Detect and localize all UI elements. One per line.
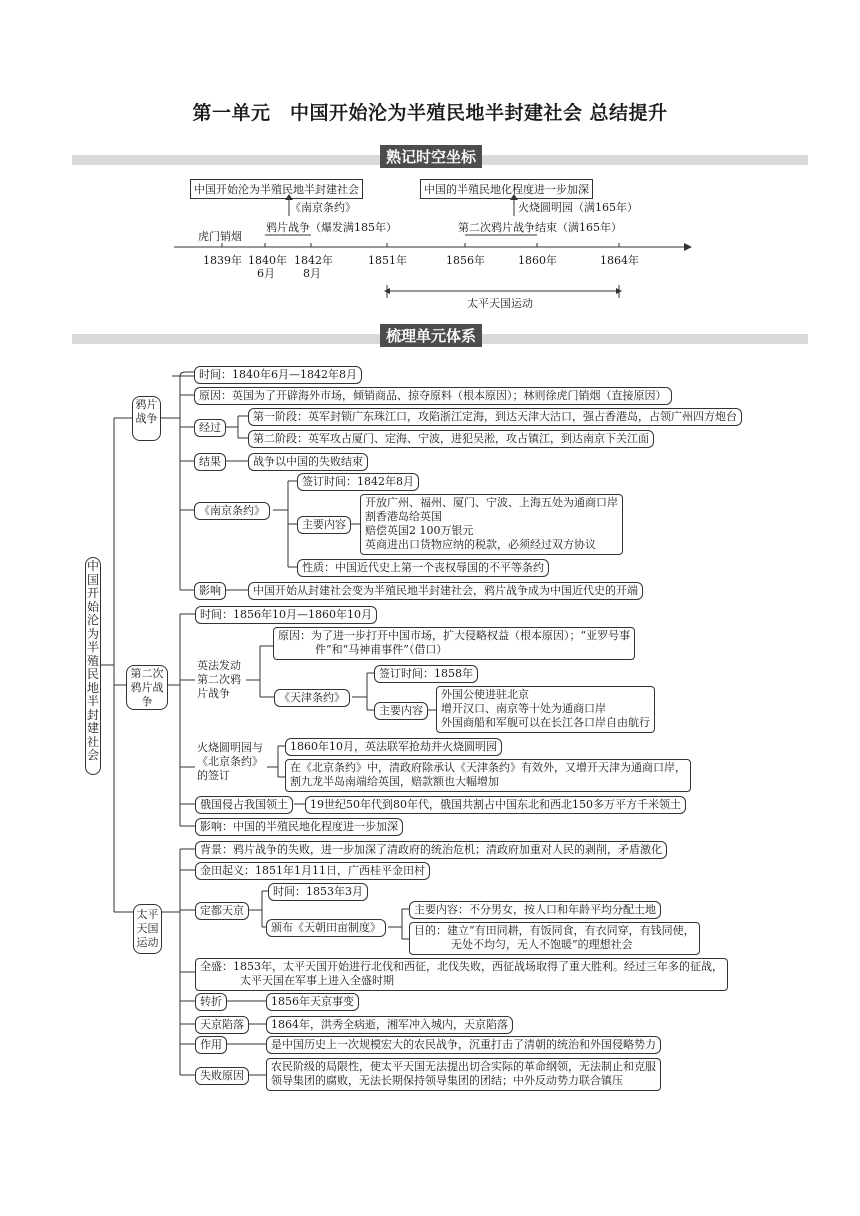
tick-1840: 1840年 <box>248 254 287 267</box>
tick-1842-month: 8月 <box>303 267 321 280</box>
taiping-failure: 失败原因 <box>195 1067 249 1085</box>
nanjing-main-content: 主要内容 <box>297 516 351 534</box>
tianjin-contents <box>436 686 655 733</box>
tianjin-main-content: 主要内容 <box>374 702 428 720</box>
taiping-role: 作用 <box>195 1036 227 1054</box>
nanjing-nature: 性质：中国近代史上第一个丧权辱国的不平等条约 <box>297 559 549 577</box>
tick-1856: 1856年 <box>446 254 485 267</box>
taiping-capital-time: 时间：1853年3月 <box>268 883 368 901</box>
nanjing-content-2: 割香港岛给英国 <box>365 510 442 523</box>
nanjing-content-1: 开放广州、福州、厦门、宁波、上海五处为通商口岸 <box>365 496 618 509</box>
taiping-capital: 定都天京 <box>195 902 249 920</box>
taiping-turn: 转折 <box>195 993 227 1011</box>
taiping-failure-text <box>266 1058 661 1091</box>
section-label-system: 梳理单元体系 <box>380 324 482 347</box>
taiping-peak-line-1: 全盛：1853年，太平天国开始进行北伐和西征，北伐失败，西征战场取得了重大胜利。经过三年多的征战， <box>200 960 723 973</box>
taiping-system-goal-line-1: 目的：建立“有田同耕，有饭同食，有衣同穿，有钱同使， <box>414 924 695 937</box>
opium-result-text: 战争以中国的失败结束 <box>248 453 368 471</box>
taiping-system-goal-line-2: 无处不均匀，无人不饱暖”的理想社会 <box>451 938 633 951</box>
opium-stage-2: 第二阶段：英军攻占厦门、定海、宁波，进犯吴淞，攻占镇江，到达南京下关江面 <box>248 430 654 448</box>
second-cause-line-2: 件”和“马神甫事件”（借口） <box>315 643 448 656</box>
second-burn-1: 1860年10月，英法联军抢劫并火烧圆明园 <box>285 738 502 756</box>
second-burn-2-line-2: 割九龙半岛南端给英国，赔款额也大幅增加 <box>290 775 499 788</box>
tick-1842: 1842年 <box>294 254 333 267</box>
root-node: 中国开始沦为半殖民地半封建社会 <box>85 557 101 775</box>
node-opium-war: 鸦片战争 <box>132 396 161 441</box>
section-label-timeline: 熟记时空坐标 <box>380 145 482 168</box>
second-burn: 火烧圆明园与《北京条约》的签订 <box>197 741 263 782</box>
second-cause <box>273 627 635 660</box>
taiping-role-text: 是中国历史上一次规模宏大的农民战争，沉重打击了清朝的统治和外国侵略势力 <box>266 1036 661 1054</box>
taiping-peak-line-2: 太平天国在军事上进入全盛时期 <box>240 974 394 987</box>
opium-treaty: 《南京条约》 <box>194 502 270 520</box>
second-launch: 英法发动第二次鸦片战争 <box>197 659 241 700</box>
opium-cause: 原因：英国为了开辟海外市场，倾销商品、掠夺原料（根本原因）；林则徐虎门销烟（直接原因） <box>194 387 672 405</box>
second-burn-2-line-1: 在《北京条约》中，清政府除承认《天津条约》有效外，又增开天津为通商口岸， <box>290 761 686 774</box>
taiping-system-goal <box>409 922 700 955</box>
second-time: 时间：1856年10月—1860年10月 <box>195 606 377 624</box>
timeline-label-nanjing: 《南京条约》 <box>290 201 356 214</box>
taiping-failure-line-2: 领导集团的腐败，无法长期保持领导集团的团结；中外反动势力联合镇压 <box>271 1074 623 1087</box>
nanjing-content-3: 赔偿英国2 100万银元 <box>365 524 474 537</box>
second-russia-text: 19世纪50年代到80年代，俄国共割占中国东北和西北150多万平方千米领土 <box>305 796 686 814</box>
tick-1864: 1864年 <box>600 254 639 267</box>
timeline-label-taiping: 太平天国运动 <box>467 297 533 310</box>
tianjin-content-1: 外国公使进驻北京 <box>441 688 529 701</box>
node-taiping: 太平天国运动 <box>133 904 162 954</box>
tianjin-content-2: 增开汉口、南京等十处为通商口岸 <box>441 702 606 715</box>
tianjin-content-3: 外国商船和军舰可以在长江各口岸自由航行 <box>441 716 650 729</box>
taiping-background: 背景：鸦片战争的失败，进一步加深了清政府的统治危机；清政府加重对人民的剥削，矛盾激化 <box>195 841 667 859</box>
second-impact: 影响：中国的半殖民地化程度进一步加深 <box>195 818 403 836</box>
taiping-failure-line-1: 农民阶级的局限性，使太平天国无法提出切合实际的革命纲领，无法制止和克服 <box>271 1060 656 1073</box>
timeline-label-yuanmingyuan: 火烧圆明园（满165年） <box>518 201 638 214</box>
taiping-fall: 天京陷落 <box>195 1016 249 1034</box>
page-title: 第一单元 中国开始沦为半殖民地半封建社会 总结提升 <box>192 102 668 124</box>
opium-process: 经过 <box>194 419 226 437</box>
second-burn-2 <box>285 759 691 792</box>
taiping-peak <box>195 958 728 991</box>
timeline-box-deepen: 中国的半殖民地化程度进一步加深 <box>420 179 593 199</box>
taiping-fall-text: 1864年，洪秀全病逝，湘军冲入城内，天京陷落 <box>266 1016 513 1034</box>
tick-1860: 1860年 <box>518 254 557 267</box>
opium-impact: 影响 <box>194 582 226 600</box>
tianjin-sign-time: 签订时间：1858年 <box>374 665 478 683</box>
opium-result: 结果 <box>194 453 226 471</box>
node-second-opium-war: 第二次鸦片战争 <box>126 665 168 710</box>
nanjing-content-4: 英商进出口货物应纳的税款，必须经过双方协议 <box>365 538 596 551</box>
timeline-label-humen: 虎门销烟 <box>198 230 242 243</box>
opium-stage-1: 第一阶段：英军封锁广东珠江口，攻陷浙江定海，到达天津大沽口，强占香港岛，占领广州四方炮台 <box>248 408 742 426</box>
second-cause-line-1: 原因：为了进一步打开中国市场，扩大侵略权益（根本原因）；“亚罗号事 <box>278 629 631 642</box>
taiping-system-content: 主要内容：不分男女，按人口和年龄平均分配土地 <box>409 901 661 919</box>
nanjing-contents <box>360 494 623 555</box>
nanjing-sign-time: 签订时间：1842年8月 <box>297 473 419 491</box>
timeline-label-second-war: 第二次鸦片战争结束（满165年） <box>458 221 622 234</box>
taiping-jintian: 金田起义：1851年1月11日，广西桂平金田村 <box>195 862 430 880</box>
tianjin-treaty: 《天津条约》 <box>274 689 350 707</box>
timeline-label-opium-war: 鸦片战争（爆发满185年） <box>266 221 397 234</box>
tick-1839: 1839年 <box>203 254 242 267</box>
opium-time: 时间：1840年6月—1842年8月 <box>194 366 362 384</box>
tick-1840-month: 6月 <box>257 267 275 280</box>
taiping-system: 颁布《天朝田亩制度》 <box>266 919 386 937</box>
timeline-box-semicolonial: 中国开始沦为半殖民地半封建社会 <box>190 179 363 199</box>
taiping-turn-text: 1856年天京事变 <box>266 993 359 1011</box>
second-russia: 俄国侵占我国领土 <box>195 796 293 814</box>
opium-impact-text: 中国开始从封建社会变为半殖民地半封建社会，鸦片战争成为中国近代史的开端 <box>248 582 643 600</box>
tick-1851: 1851年 <box>368 254 407 267</box>
